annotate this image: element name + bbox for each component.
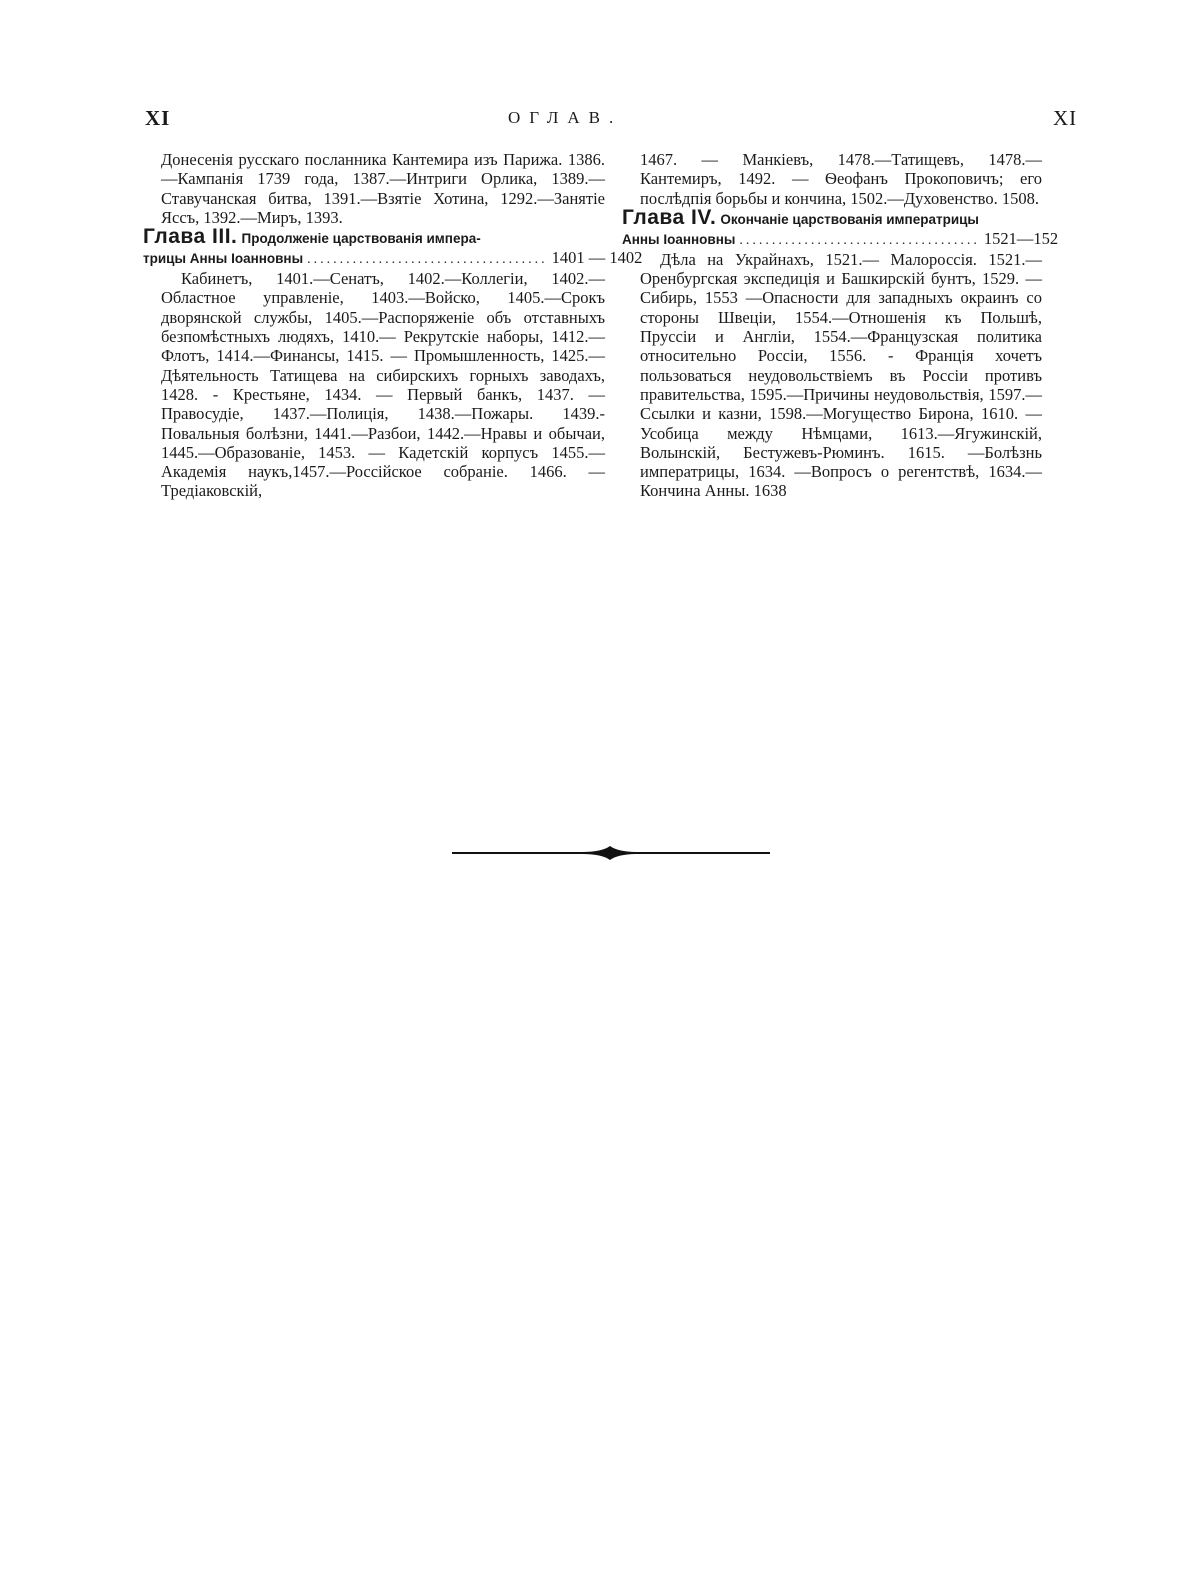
toc-column-left [143, 150, 643, 501]
end-ornament-icon [452, 842, 770, 864]
page-number-right: XI [1053, 106, 1078, 130]
chapter-4-label: Глава IV. [622, 205, 717, 229]
chapter-4-title-line [622, 228, 1059, 250]
chapter-3-pages: 1401 — 1402 [551, 248, 643, 268]
chapter-3-heading [143, 225, 643, 269]
leader-dots: ..................................... [307, 252, 548, 268]
chapter-4-contents: Дѣла на Украйнахъ, 1521.— Малороссія. 1521.—Оренбургская экспедиція и Башкирскій бунтъ, 1529. —Сибирь, 1553 —Опасности для западныхъ окраинъ со стороны Швеціи, 1554.—Отношенія къ Польшѣ, Пруссіи и Англіи, 1554.—Французская политика относительно Россіи, 1556. - Франція хочетъ пользоваться неудовольствіемъ въ Россіи противъ правительства, 1595.—Причины неудовольствія, 1597.—Ссылки и казни, 1598.—Могущество Бирона, 1610. — Усобица между Нѣмцами, 1613.—Ягужинскій, Волынскій, Бестужевъ-Рюминъ. 1615. —Болѣзнь императрицы, 1634. —Вопросъ о регентствѣ, 1634.— Кончина Анны. 1638 [640, 249, 1042, 501]
chapter-4-heading [622, 205, 1059, 250]
toc-continuation-left: Донесенія русскаго посланника Кантемира изъ Парижа. 1386.—Кампанія 1739 года, 1387.—Интриги Орлика, 1389.—Ставучанская битва, 1391.—Взятіе Хотина, 1292.—Занятіе Яссъ, 1392.—Миръ, 1393. [161, 150, 605, 227]
chapter-4-title: Окончаніе царствованія императрицы [720, 211, 979, 227]
page-number-left: XI [145, 106, 171, 130]
toc-column-right [622, 150, 1059, 501]
chapter-3-title-end: трицы Анны Іоанновны [143, 251, 304, 267]
toc-continuation-right: 1467. — Манкіевъ, 1478.—Татищевъ, 1478.—Кантемиръ, 1492. — Ѳеофанъ Прокоповичъ; его послѣдпія борьбы и кончина, 1502.—Духовенство. 1508. [640, 150, 1042, 208]
running-head: ОГЛАВ. [508, 108, 623, 127]
chapter-3-contents: Кабинетъ, 1401.—Сенатъ, 1402.—Коллегіи, 1402.— Областное управленіе, 1403.—Войско, 1405.—Срокъ дворянской службы, 1405.—Распоряженіе объ отставныхъ безпомѣстныхъ людяхъ, 1410.— Рекрутскіе наборы, 1412.—Флотъ, 1414.—Финансы, 1415. — Промышленность, 1425.—Дѣятельность Татищева на сибирскихъ горныхъ заводахъ, 1428. - Крестьяне, 1434. — Первый банкъ, 1437. — Правосудіе, 1437.—Полиція, 1438.—Пожары. 1439.- Повальныя болѣзни, 1441.—Разбои, 1442.—Нравы и обычаи, 1445.—Образованіе, 1453. — Кадетскій корпусъ 1455.—Академія наукъ,1457.—Россійское собраніе. 1466. — Тредіаковскій, [161, 269, 605, 501]
chapter-4-pages: 1521—152 [983, 228, 1059, 248]
leader-dots: ..................................... [739, 232, 980, 248]
chapter-3-label: Глава III. [143, 225, 238, 249]
chapter-3-title: Продолженіе царствованія импера- [241, 231, 481, 247]
chapter-3-title-line [143, 248, 643, 269]
chapter-4-title-end: Анны Іоанновны [622, 231, 736, 247]
